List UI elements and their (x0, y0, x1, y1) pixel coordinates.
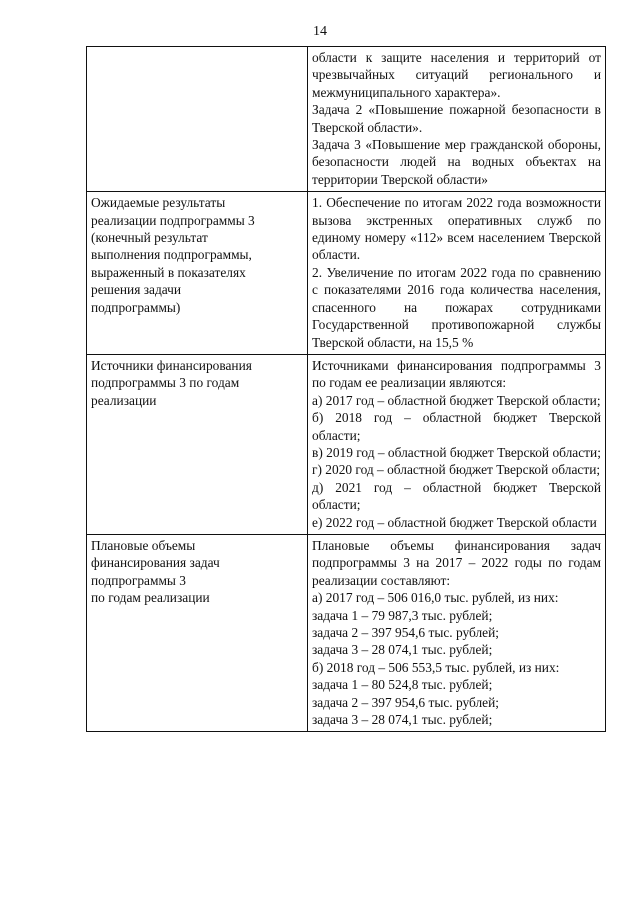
row-content-cell (308, 47, 606, 192)
label-line: выполнения подпрограммы, (91, 247, 252, 263)
label-line: финансирования задач (91, 555, 220, 571)
list-item: б) 2018 год – 506 553,5 тыс. рублей, из них: (312, 659, 560, 675)
list-item: д) 2021 год – областной бюджет Тверской области; (312, 479, 601, 513)
label-line: реализации подпрограммы 3 (91, 212, 255, 228)
list-item: а) 2017 год – областной бюджет Тверской области; (312, 392, 601, 408)
list-item: задача 1 – 80 524,8 тыс. рублей; (312, 677, 493, 693)
list-item: задача 3 – 28 074,1 тыс. рублей; (312, 712, 493, 728)
list-item: задача 2 – 397 954,6 тыс. рублей; (312, 694, 499, 710)
list-item: б) 2018 год – областной бюджет Тверской области; (312, 410, 601, 443)
paragraph: области к защите населения и территорий от чрезвычайных ситуаций регионального и межмуниципального характера». (312, 50, 601, 100)
list-item: в) 2019 год – областной бюджет Тверской области; (312, 444, 601, 460)
label-line: выраженный в показателях (91, 264, 246, 280)
label-line: решения задачи (91, 282, 182, 298)
table-row (87, 354, 606, 534)
table-row (87, 47, 606, 192)
table-row (87, 192, 606, 355)
paragraph: Задача 3 «Повышение мер гражданской обороны, безопасности людей на водных объектах на территории Тверской области» (312, 137, 601, 187)
list-item: а) 2017 год – 506 016,0 тыс. рублей, из них: (312, 590, 559, 606)
label-line: Ожидаемые результаты (91, 195, 226, 211)
list-item: задача 3 – 28 074,1 тыс. рублей; (312, 642, 493, 658)
list-item: г) 2020 год – областной бюджет Тверской области; (312, 462, 601, 478)
row-label-cell (87, 47, 308, 192)
page-number: 14 (313, 24, 327, 39)
list-item: задача 2 – 397 954,6 тыс. рублей; (312, 625, 499, 640)
paragraph: Плановые объемы финансирования задач подпрограммы 3 на 2017 – 2022 годы по годам реализации составляют: (312, 537, 601, 588)
passport-table (86, 46, 606, 732)
label-line: (конечный результат (91, 230, 208, 246)
label-line: подпрограммы 3 по годам (91, 375, 240, 391)
row-label-cell (87, 534, 308, 731)
paragraph: 1. Обеспечение по итогам 2022 года возможности вызова экстренных оперативных служб по единому номеру «112» всем населением Тверской области. (312, 195, 601, 263)
table-row (87, 534, 606, 731)
paragraph: Источниками финансирования подпрограммы 3 по годам ее реализации являются: (312, 357, 601, 391)
paragraph: 2. Увеличение по итогам 2022 года по сравнению с показателями 2016 года количества населения, спасенного на пожарах сотрудниками Государственной противопожарной службы Тверской области, на 15,5 % (312, 264, 601, 350)
paragraph: Задача 2 «Повышение пожарной безопасности в Тверской области». (312, 102, 601, 135)
label-line: по годам реализации (91, 590, 210, 606)
row-content-cell (308, 192, 606, 355)
label-line: Источники финансирования (91, 357, 252, 373)
label-line: Плановые объемы (91, 537, 196, 553)
label-line: подпрограммы) (91, 299, 181, 315)
row-label-cell (87, 354, 308, 534)
list-item: задача 1 – 79 987,3 тыс. рублей; (312, 607, 493, 623)
row-content-cell (308, 534, 606, 731)
row-label-cell (87, 192, 308, 355)
label-line: подпрограммы 3 (91, 572, 186, 588)
label-line: реализации (91, 392, 157, 408)
list-item: е) 2022 год – областной бюджет Тверской области (312, 514, 597, 530)
row-content-cell (308, 354, 606, 534)
